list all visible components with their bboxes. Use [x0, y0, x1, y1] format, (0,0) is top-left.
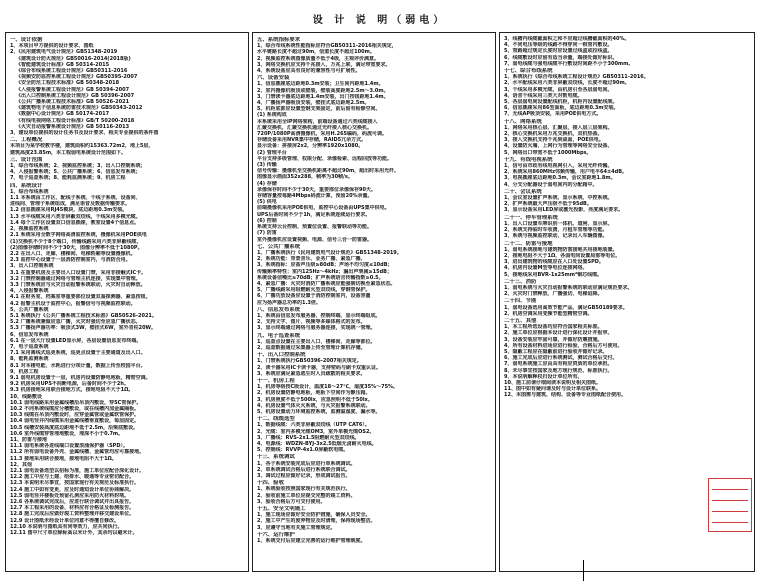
note-line: 《视频安防监控系统工程设计规范》GB50395-2007 — [16, 74, 138, 81]
note-line: 4、分支分配器设于弱电间内的分配箱中。 — [504, 181, 598, 188]
approval-stamp — [708, 478, 752, 532]
note-line: 十二、线缆选型 — [257, 416, 295, 423]
note-line: 十七、综合布线系统 — [504, 68, 553, 75]
note-line: 11、防雷与接地 — [10, 437, 47, 443]
note-line: 3、线槽内线缆截面积之和不应超过线槽截面积的40%。 — [504, 36, 630, 42]
note-line: 《公共广播系统工程技术标准》GB 50526-2021 — [16, 99, 130, 106]
note-line: (3) 传输 — [257, 162, 277, 169]
note-line: 1、弱电设备选用高效节能产品，满足GB50189要求。 — [504, 304, 628, 311]
note-line: 《综合布线系统工程设计规范》GB50311-2016 — [16, 68, 128, 75]
note-line: 建筑高度23.85m，本工程弱电系统设计范围如下。 — [10, 149, 127, 156]
note-line: 系统支持云台控制、预置位设置、报警联动等功能。 — [257, 224, 373, 231]
note-line: 1、信号由市政有线电视网引入，采用光纤传输。 — [504, 163, 613, 170]
note-line: 2、机房空调采用变频节能型精密空调。 — [504, 310, 593, 317]
note-line: 10.4 弱电竖井内线缆采用金属线槽垂直敷设，每层固定。 — [10, 418, 140, 425]
note-line: 5、管路超过规定长度时应设置过线盒或拉线盒。 — [504, 48, 613, 55]
note-line: 《出入口控制系统工程设计规范》GB 50396-2007 — [16, 92, 135, 99]
note-line: 3、系统指标：应备声压级≥80dB；声场不均匀度≤10dB； — [257, 262, 393, 269]
note-line: 本项目为某学校教学楼，建筑面积约15363.72m2，地上5层， — [10, 143, 154, 150]
note-line: 6、施工完成后应进行系统测试，测试合格后交付。 — [504, 355, 618, 362]
note-line: 八、信息发布系统 — [257, 306, 301, 313]
note-line: 2、视频监控系统 — [10, 226, 49, 233]
note-line: 存储设备采用NVR集中存储，RAID5冗余方式。 — [257, 137, 367, 144]
note-line: 十三、系统调试 — [257, 454, 295, 461]
note-line: 平台支持多级管理、权限分配、录像检索、远程回放等功能。 — [257, 155, 393, 162]
note-line: 4、广播扬声器吸顶安装，壁挂式底边距地2.5m。 — [257, 100, 370, 107]
note-line: 1、网络采用核心层、汇聚层、接入层三层架构。 — [504, 124, 613, 131]
note-line: 1、广播系统执行《民用建筑电气设计规范》GB51348-2019。 — [257, 249, 402, 256]
note-line: 存储容量按每路4Mbps码流计算，预留20%余量。 — [257, 193, 373, 200]
note-line: 前端摄像机采用POE供电，监控中心设备由UPS集中供电。 — [257, 205, 390, 212]
note-line: 6、信息发布系统 — [10, 331, 49, 338]
note-line: 5、接地线采用BVR-1x25mm²铜芯线缆。 — [504, 271, 603, 278]
note-line: 《数据中心设计规范》GB 50174-2017 — [16, 111, 110, 118]
note-line: 应为扬声器总功率的1.3倍。 — [257, 299, 321, 306]
note-line: 3、门禁读卡器底边距地1.4m安装，出门按钮距地1.4m。 — [257, 93, 389, 100]
note-line: 二十四、节能 — [504, 298, 537, 305]
note-line: 12.2 施工中应与土建、给排水、暖通等专业密切配合。 — [10, 474, 135, 481]
note-line: 2、单系统调试合格后进行系统联合调试。 — [257, 466, 351, 473]
note-line: 10.3 线缆在吊顶内敷设时，应穿金属管或金属软管保护。 — [10, 412, 140, 419]
note-line: 7、电子巡查系统；8、能耗监测系统；9、机房工程 — [10, 175, 126, 182]
note-line: 十五、安全文明施工 — [257, 506, 306, 513]
note-line: 3、系统与视频监控联动，记录出入车辆图像。 — [504, 233, 608, 240]
note-line: 7、弱电系统施工应由具有相应资质的单位承担。 — [504, 361, 613, 368]
note-line: 2、视频监控系统图像质量不低于4级，主观评价满意。 — [257, 55, 379, 62]
note-line: 《建筑设计防火规范》GB50016-2014(2018版) — [16, 55, 131, 62]
note-line: 2、支持文字、图片、视频等多媒体格式的发布。 — [257, 319, 366, 326]
note-line: 5、控制线：RVVP-4x1.0屏蔽软电缆。 — [257, 447, 349, 454]
note-line: 5、机柜底部应设置型钢支架固定，前后留有检修空间。 — [257, 106, 381, 113]
note-line: 4、不同电压等级的线路不得穿同一根管内敷设。 — [504, 42, 613, 49]
note-line: 四、系统设计 — [10, 182, 43, 189]
note-line: 9、本说明解释权归设计单位所有。 — [504, 373, 583, 380]
note-line: 3、接入交换机支持千兆到桌面，POE供电。 — [504, 137, 604, 144]
note-line: 1、本项目甲方提供的设计要求、图纸 — [10, 43, 94, 50]
note-line: 1、系统由信息发布服务器、控制终端、显示终端组成。 — [257, 312, 381, 319]
note-line: 3、电视插座底边距地0.3m，会议室距地1.8m。 — [504, 175, 616, 182]
note-line: 12、其他 — [10, 461, 32, 468]
note-line: 2、扩声系统最大声压级不低于95dB。 — [504, 201, 592, 208]
note-line: 4、语音干线采用三类大对数电缆。 — [504, 92, 583, 99]
note-line: 二十二、防雷与接地 — [504, 240, 553, 247]
note-line: 6.1 在一层大厅设置LED显示屏，各层设置信息发布终端。 — [10, 337, 142, 344]
note-line: 3.2 门禁控制器通过网络与管理主机连接，实现集中管理。 — [10, 275, 141, 282]
note-line: 十四、验收 — [257, 480, 284, 487]
note-line: 图像显示画面352x288，帧率为30帧/s。 — [257, 174, 353, 181]
note-line: 《有线电视网络工程设计标准》GB/T 50200-2018 — [16, 117, 135, 124]
note-line: 4、机房设置气体灭火系统，与火灾报警系统联动。 — [257, 402, 371, 409]
note-line: 4、入侵报警系统；5、公共广播系统；6、信息发布系统； — [10, 169, 141, 176]
note-line: 2、光缆：室内多模光缆OM3，室外单模光缆OS2。 — [257, 428, 375, 435]
note-line: 5、机房设置动力环境监控系统，监测温湿度、漏水等。 — [257, 408, 381, 415]
note-line: 系统设备信噪比≥70dB；扩声系统语言传输指数≥0.5。 — [257, 274, 384, 281]
note-line: 720P/1080P高清摄像机，采用H.265编码，码流可调。 — [257, 131, 388, 138]
note-line: (2) 管理平台 — [257, 149, 287, 156]
note-line: 3、调试过程应做好记录，形成调试报告。 — [257, 473, 351, 480]
leader-line — [583, 560, 584, 581]
note-line: 九、电子巡查系统 — [257, 332, 301, 339]
note-line: 8、未尽事宜按国家及地方现行规范、标准执行。 — [504, 367, 613, 374]
note-line: 1.2 信息插座采用RJ45模块，底边距地0.3m安装。 — [10, 207, 128, 214]
note-line: 1、施工现场应做好安全防护措施，确保人员安全。 — [257, 512, 371, 519]
note-line: 1、机房等级按C级设计，温度18～27℃，湿度35%～75%。 — [257, 384, 399, 391]
note-line: 3、显示设备采用LED屏或激光投影，亮度满足要求。 — [504, 207, 624, 214]
note-line: 4、电源线：WDZN-BYJ-3x2.5低烟无卤耐火电线。 — [257, 441, 377, 447]
note-line: 二十三、消防 — [504, 278, 537, 285]
note-line: 12.8 施工完成后应做好竣工资料整理并移交建设单位。 — [10, 511, 135, 518]
note-line: 10.5 线槽安装高度底边距地不低于2.5m，沿梁底敷设。 — [10, 424, 139, 431]
note-line: 一、设计依据 — [10, 37, 43, 43]
note-line: (2)图像存储时间不少于30天，图像分辨率不低于1080P。 — [10, 244, 143, 251]
note-line: 3、设备安装应牢固可靠，并做好防震措施。 — [504, 336, 603, 343]
note-line: 11、图中如有疑问请及时与设计单位联系。 — [504, 386, 601, 393]
note-line: 1.3 水平线缆采用六类非屏蔽双绞线，干线采用多模光缆。 — [10, 213, 141, 220]
note-line: 3.1 在重要机房及主要出入口设置门禁，采用非接触式IC卡。 — [10, 269, 147, 276]
note-line: 7.1 采用离线式巡更系统，巡更点设置于主要通道及出入口。 — [10, 350, 146, 357]
note-line: 12.3 本说明未尽事宜，按国家现行有关规范及标准执行。 — [10, 480, 140, 487]
note-line: 1、弱电系统接地与建筑物防雷接地共用接地装置。 — [504, 246, 618, 253]
note-line: 12.6 各系统调试完成后，应进行联合调试并出具报告。 — [10, 499, 135, 506]
note-line: (1)交换机不少于8个端口，传输线路采用六类非屏蔽线缆， — [10, 238, 142, 245]
note-line: 10.6 室外线缆穿管埋地敷设，埋深不小于0.7m。 — [10, 430, 124, 437]
note-line: 二十、会议系统 — [504, 188, 542, 195]
note-line: 5.2 广播系统兼做应急广播，火灾时强切至应急广播状态。 — [10, 319, 141, 326]
note-line: 2、验收前施工单位应提交完整的竣工资料。 — [257, 492, 356, 499]
note-line: 3、系统应满足紧急逃生时人员疏散的相关要求。 — [257, 370, 366, 377]
page-title: 设 计 说 明（弱电） — [312, 15, 448, 26]
note-line: 1、门禁系统执行GB50396-2007相关规定。 — [257, 358, 362, 365]
note-line: 12、本图需与建筑、结构、设备等专业图纸配合使用。 — [504, 392, 626, 399]
note-line: 1.4 每个工作区设置双口信息插座，教室设置4个信息点。 — [10, 219, 140, 226]
note-line: 2、系统支持临时车收费、月租车管理等功能。 — [504, 227, 608, 234]
note-line: 水平链路长度不超过90m，信道长度不超过100m。 — [257, 49, 375, 56]
note-line: 信号传输：摄像机至交换机距离不超过90m，超出时采用光纤。 — [257, 168, 400, 175]
note-line: 9.2 机房采用UPS不间断电源，后备时间不少于2h。 — [10, 381, 129, 388]
note-line: 2、施工中产生的废弃物应及时清理，保持现场整洁。 — [257, 518, 376, 525]
note-line: 10、施工前请仔细阅读本说明及相关图纸。 — [504, 379, 601, 386]
note-line: 1、综合布线系统 — [10, 188, 49, 195]
note-line: 本系统采用全IP网络架构，前端设备通过六类线缆接入 — [257, 118, 378, 125]
note-line: 2.1 系统采用全数字网络高清监控系统，摄像机采用POE供电 — [10, 232, 147, 239]
note-line: 1、综合布线系统性能指标应符合GB50311-2016相关规定， — [257, 43, 397, 50]
note-line: 7、弱电线缆与强电线缆平行敷设时间距不小于300mm。 — [504, 60, 634, 67]
note-line: 汇聚交换机，汇聚交换机通过光纤接入核心交换机。 — [257, 124, 373, 131]
note-line: 十一、机房工程 — [257, 377, 295, 384]
note-line: 5.1 系统执行《公共广播系统工程技术标准》GB50526-2021。 — [10, 312, 157, 319]
note-line: 4.1 在财务室、档案室等重要部位设置双鉴探测器、紧急按钮。 — [10, 294, 151, 301]
note-line: 1、各子系统安装完成后应进行单系统调试。 — [257, 460, 356, 467]
note-line: 3、应遵守当地有关施工管理规定。 — [257, 524, 336, 531]
note-line: 3、机房照度不低于500lx，应急照明不低于50lx。 — [257, 396, 373, 403]
note-line: 2、系统功能：背景音乐、业务广播、紧急广播。 — [257, 256, 366, 263]
note-line: 2、火灾时门禁释放、广播强切、电梯迫降。 — [504, 291, 603, 298]
note-line: 12.9 设计图纸未经设计单位同意不得擅自修改。 — [10, 517, 120, 524]
note-line: (1) 系统构成 — [257, 112, 287, 119]
note-line: 12.11 图中尺寸单位除标高以米计外，其余均以毫米计。 — [10, 530, 138, 537]
note-line: 显示设备：拼接屏2x2，分辨率1920x1080。 — [257, 143, 364, 150]
note-line: 《建筑物电子信息系统防雷技术规范》GB50343-2012 — [16, 105, 143, 112]
note-line: 7、无线AP吸顶安装，采用POE供电方式。 — [504, 111, 602, 118]
note-line: 11.2 所有弱电设备外壳、金属线槽、金属管均应可靠接地。 — [10, 449, 145, 456]
note-line: 3、验收合格后方可交付使用。 — [257, 498, 326, 505]
note-line: 二、工程概况 — [10, 137, 43, 144]
note-line: 1、数据线缆：六类非屏蔽双绞线（UTP CAT6）。 — [257, 422, 370, 429]
note-line: 3.3 门禁系统应与火灾自动报警系统联动，火灾时自动释放。 — [10, 281, 146, 288]
note-line: 1.1 本系统由工作区、配线子系统、干线子系统、设备间、 — [10, 195, 141, 202]
note-line: 3、网络交换机应支持千兆接入、万兆上联，满足带宽要求。 — [257, 61, 391, 68]
note-line: 1、信息插座底边距地0.3m安装；卫生间内距地1.4m。 — [257, 81, 384, 88]
note-line: 11.3 接地采用联合接地，接地电阻不大于1Ω。 — [10, 455, 117, 462]
note-line: 10、线路敷设 — [10, 393, 42, 400]
note-line: 1、系统交付后应建立完善的运行维护管理制度。 — [257, 538, 366, 545]
note-line: 3、干线采用多模光缆，由机房引至各层弱电间。 — [504, 86, 613, 93]
note-line: 1、系统执行《综合布线系统工程设计规范》GB50311-2016。 — [504, 74, 649, 81]
note-line: 1、弱电系统与火灾自动报警系统的联动应满足规范要求。 — [504, 284, 633, 291]
note-line: 2、读卡器采用IC卡读卡器，支持密码与刷卡双重认证。 — [257, 364, 382, 371]
note-line: 6、信息插座采用86型面板，底边距地0.3m安装。 — [504, 105, 619, 112]
note-line: 12.4 施工中如有变更，应及时通知设计单位协商解决。 — [10, 486, 135, 493]
note-line: 4、入侵报警系统 — [10, 288, 49, 295]
note-line: 12.1 弱电设备选型以招标为准，施工单位应配合深化设计。 — [10, 468, 145, 475]
note-line: 8.1 对本楼电能、水耗进行分项计量，数据上传至校园平台。 — [10, 362, 146, 369]
note-line: 《智能建筑设计标准》GB 50314-2015 — [16, 61, 110, 68]
note-line: 二十五、其他 — [504, 317, 537, 324]
note-line: 2、机房设置防静电地板，地板下空间作为静压箱。 — [257, 390, 371, 397]
note-line: 室外摄像机应设置视频、电源、信号三合一防雷器。 — [257, 236, 373, 243]
note-line: 2、《民用建筑电气设计规范》GB51348-2019 — [10, 49, 118, 56]
note-line: 1、本工程所选设备均应符合国家相关标准。 — [504, 324, 603, 331]
note-line: 12.10 本说明与图纸具有同等效力，应共同执行。 — [10, 523, 123, 530]
note-line: 六、设备安装 — [257, 75, 290, 82]
note-line: 5、隐蔽工程应在隐蔽前进行验收并做好记录。 — [504, 348, 608, 355]
note-line: 5.3 广播扬声器功率：吸顶式3W，壁挂式6W，室外音柱20W。 — [10, 325, 157, 332]
note-line: 十、出入口控制系统 — [257, 352, 306, 359]
note-line: 1、出入口设置车牌识别一体机、道闸、显示屏。 — [504, 220, 613, 227]
note-line: 11.1 弱电系统各进线端口设置浪涌保护器（SPD）。 — [10, 443, 128, 450]
note-line: 传输频率特性：室内125Hz～4kHz；漏出声衰减≥15dB； — [257, 268, 392, 275]
note-line: 二十一、停车管理系统 — [504, 214, 558, 221]
note-line: 9、机房工程 — [10, 368, 39, 375]
note-line: 4、系统设备应具有良好的兼容性与可扩展性。 — [257, 68, 361, 75]
note-line: 2、接地电阻不大于1Ω，各弱电间设置局部等电位。 — [504, 252, 621, 259]
note-line: 录像保存时间不少于30天，重要部位录像保存90天。 — [257, 186, 376, 193]
note-line: 十九、有线电视系统 — [504, 156, 553, 163]
note-line: 3、建设单位提供的设计任务书及设计要求、相关专业提供的条件图 — [10, 130, 159, 137]
note-line: 《安全防范工程技术标准》GB 50348-2018 — [16, 80, 120, 87]
note-line: 12.5 弱电竖井楼板处预留孔洞应采用防火材料封堵。 — [10, 492, 130, 499]
note-line: 10.2 不同系统线缆应分槽敷设，或在线槽内加金属隔板。 — [10, 405, 140, 412]
note-line: 7、电子巡查系统 — [10, 343, 49, 350]
notes-column-1 — [5, 32, 249, 572]
note-line: 三、设计范围 — [10, 156, 43, 163]
note-line: (5) 供电 — [257, 199, 277, 206]
note-line: 4、机房内设置M型等电位连接网络。 — [504, 265, 588, 272]
note-line: 3、显示终端通过网络与服务器连接，实现统一管理。 — [257, 325, 376, 332]
note-line: UPS后备时间不少于1h，满足系统连续运行要求。 — [257, 211, 371, 218]
note-line: 3、进出建筑物的线缆应在入口处设置SPD。 — [504, 259, 604, 266]
note-line: 2.3 监控中心设置于一层消防控制室内，与消防合用。 — [10, 257, 131, 264]
note-line: (7) 防雷 — [257, 230, 277, 237]
note-line: 4、所有设备材料进场应进行检验，合格后方可使用。 — [504, 342, 623, 349]
note-line: 十六、运行维护 — [257, 531, 295, 538]
note-line: 2、水平配线采用六类非屏蔽双绞线，长度不超过90m。 — [504, 80, 630, 87]
note-line: 3、广播线：RVS-2x1.5阻燃耐火型双绞线。 — [257, 434, 360, 441]
note-line: 3、出入口控制系统 — [10, 263, 54, 270]
note-line: 1、巡查点设置在主要出入口、楼梯间、走廊等部位。 — [257, 338, 376, 345]
note-line: 10.1 弱电线路采用金属线槽沿吊顶内敷设，穿SC管保护。 — [10, 399, 142, 406]
note-line: 8、能耗监测系统 — [10, 356, 49, 363]
note-line: 5、网络出口带宽不低于1000Mbps。 — [504, 149, 592, 156]
note-line: 1、会议室设置扩声系统、显示系统、中控系统。 — [504, 195, 613, 202]
note-line: 6、广播功放设备应设置于消防控制室内，设备容量 — [257, 293, 371, 300]
note-line: 4.2 报警主机设于监控中心，报警信号与视频监控联动。 — [10, 300, 136, 307]
note-line: 《入侵报警系统工程设计规范》GB 50394-2007 — [16, 86, 130, 93]
note-line: 2、施工单位应根据本设计进行深化设计并报审。 — [504, 330, 613, 337]
note-line: 1、综合布线系统；2、视频监控系统；3、出入口控制系统； — [10, 163, 146, 170]
note-line: 4、设置防火墙、上网行为管理等网络安全设备。 — [504, 143, 613, 150]
notes-column-2 — [252, 32, 496, 572]
note-line: 12.7 本工程采用的设备、材料应有合格证及检测报告。 — [10, 505, 135, 512]
note-line: 十八、网络系统 — [504, 118, 542, 125]
note-line: 6、线缆敷设时应留有适当余量，端接处做好标识。 — [504, 54, 618, 61]
note-line: 9.1 弱电机房设置于一层，机房内设置防静电地板、精密空调。 — [10, 374, 151, 381]
note-line: 七、公共广播系统 — [257, 243, 301, 250]
note-line: 《火灾自动报警系统设计规范》GB 50116-2013 — [16, 123, 130, 130]
note-line: 2、室内摄像机吸顶或壁装，壁装高度距地2.5m～3.0m。 — [257, 87, 389, 94]
note-line: 5、各层弱电间设置配线机柜，机柜内设置配线架。 — [504, 99, 618, 106]
note-line: 进线间、管理子系统组成，满足语音及数据传输要求。 — [10, 201, 131, 208]
note-line: 5、广播线路采用阻燃耐火型双绞线，穿钢管保护。 — [257, 287, 371, 294]
note-line: 2.2 在出入口、走廊、楼梯间、电梯轿厢等设置摄像机。 — [10, 250, 136, 257]
note-line: 9.3 机房接地采用联合接地方式，接地电阻不大于1Ω。 — [10, 387, 134, 394]
note-line: 4、紧急广播：火灾时消防广播系统应能强制切换至紧急状态。 — [257, 280, 396, 287]
note-line: 2、巡查数据通过采集器上传至管理计算机存储。 — [257, 344, 366, 351]
note-line: (4) 存储 — [257, 180, 277, 187]
note-line: 2、系统采用860MHz邻频传输，用户电平64±4dB。 — [504, 169, 628, 176]
note-line: 1、系统验收按照国家现行有关规范执行。 — [257, 486, 351, 493]
note-line: 五、系统指标要求 — [257, 37, 301, 43]
note-line: 5、公共广播系统 — [10, 306, 49, 313]
note-line: (6) 控制 — [257, 217, 277, 224]
note-line: 2、核心交换机采用万兆交换机，双机热备。 — [504, 131, 603, 138]
